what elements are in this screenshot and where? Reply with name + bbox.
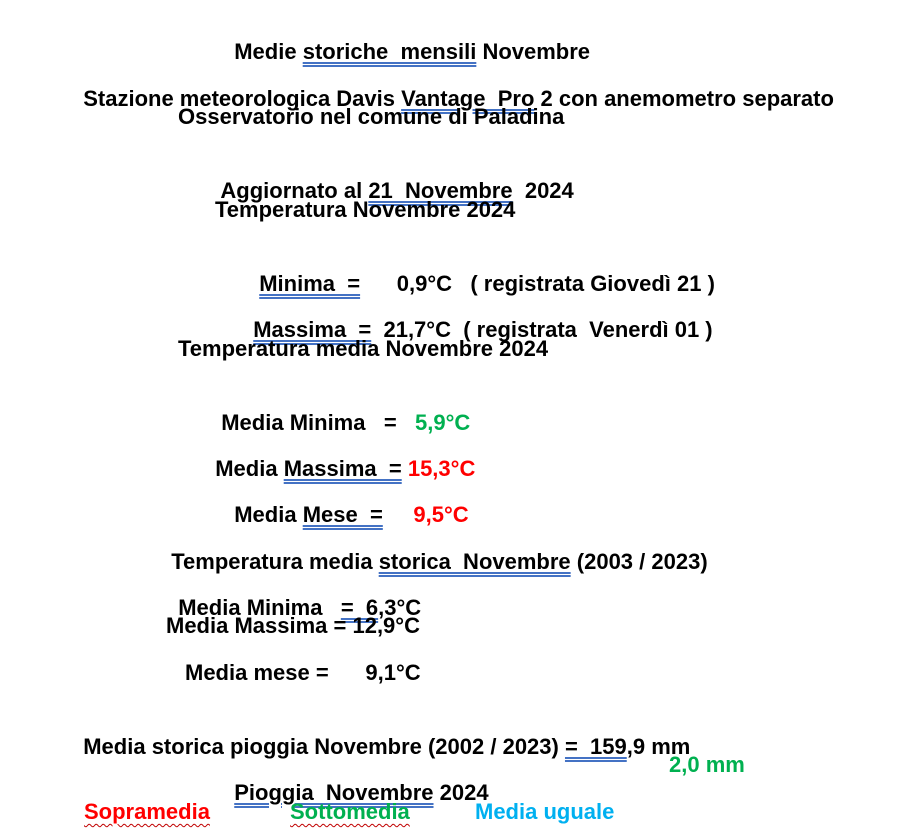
- legend-below: [290, 798, 410, 826]
- historic-heading-3: (2003 / 2023): [570, 549, 708, 574]
- temp-month-heading: Temperatura Novembre 2024: [215, 197, 516, 222]
- mean-max-value: 15,3°C: [401, 456, 476, 481]
- mean-max-label-2: Massima =: [283, 456, 402, 481]
- rain-month-line: [222, 751, 489, 805]
- station-line: [71, 57, 834, 111]
- rain-historic-label: Media storica pioggia Novembre (2002 / 2023): [83, 734, 565, 759]
- updated-date: 21 Novembre: [368, 178, 513, 203]
- historic-month-line: Media mese = 9,1°C: [185, 660, 421, 685]
- historic-min-line: [166, 566, 422, 620]
- mean-month-label-1: Media: [234, 502, 303, 527]
- temp-max-line: [241, 288, 713, 342]
- temp-max-label: Massima =: [253, 317, 372, 342]
- station-part-3: 2 con anemometro separato: [534, 86, 834, 111]
- updated-part-3: 2024: [512, 178, 574, 203]
- updated-part-1: Aggiornato al: [220, 178, 369, 203]
- observatory-line: Osservatorio nel comune di Paladina: [178, 104, 565, 129]
- title-part-1: Medie: [234, 39, 303, 64]
- historic-min-value-2: ,3°C: [378, 595, 422, 620]
- mean-month-line: [222, 473, 469, 527]
- historic-min-label: Media Minima: [178, 595, 341, 620]
- legend-below-text: Sottomedia: [290, 799, 410, 824]
- temp-mean-heading: Temperatura media Novembre 2024: [178, 336, 549, 361]
- title-part-2: storiche mensili: [302, 39, 477, 64]
- rain-historic-line: [71, 705, 691, 759]
- mean-min-line: [209, 381, 471, 435]
- rain-historic-value-2: ,9 mm: [626, 734, 691, 759]
- mean-month-label-2: Mese =: [302, 502, 383, 527]
- legend-above: [84, 798, 210, 826]
- mean-min-value: 5,9°C: [415, 410, 471, 435]
- temp-min-label: Minima =: [259, 271, 361, 296]
- rain-month-value: 2,0 mm: [669, 752, 745, 777]
- page-title: [222, 10, 591, 64]
- station-part-1: Stazione meteorologica Davis: [83, 86, 402, 111]
- rain-historic-value-1: = 159: [564, 734, 627, 759]
- temp-max-value: 21,7°C ( registrata Venerdì 01 ): [371, 317, 713, 342]
- temp-min-line: [247, 242, 715, 296]
- legend-above-text: Sopramedia: [84, 799, 210, 824]
- historic-heading: [159, 520, 708, 574]
- rain-month-year: 2024: [433, 780, 489, 805]
- mean-max-line: [203, 427, 476, 481]
- mean-month-value: 9,5°C: [382, 502, 469, 527]
- historic-heading-1: Temperatura media: [171, 549, 379, 574]
- title-part-3: Novembre: [476, 39, 591, 64]
- legend-equal: Media uguale: [475, 799, 615, 824]
- temp-min-value: 0,9°C ( registrata Giovedì 21 ): [360, 271, 715, 296]
- historic-heading-2: storica Novembre: [378, 549, 571, 574]
- updated-line: [209, 149, 574, 203]
- station-part-2: Vantage Pro: [401, 86, 535, 111]
- historic-min-value-1: = 6: [340, 595, 379, 620]
- mean-min-label: Media Minima =: [221, 410, 416, 435]
- historic-max-line: Media Massima = 12,9°C: [166, 613, 420, 638]
- rain-month-label: Pioggia Novembre: [234, 780, 434, 805]
- mean-max-label-1: Media: [215, 456, 284, 481]
